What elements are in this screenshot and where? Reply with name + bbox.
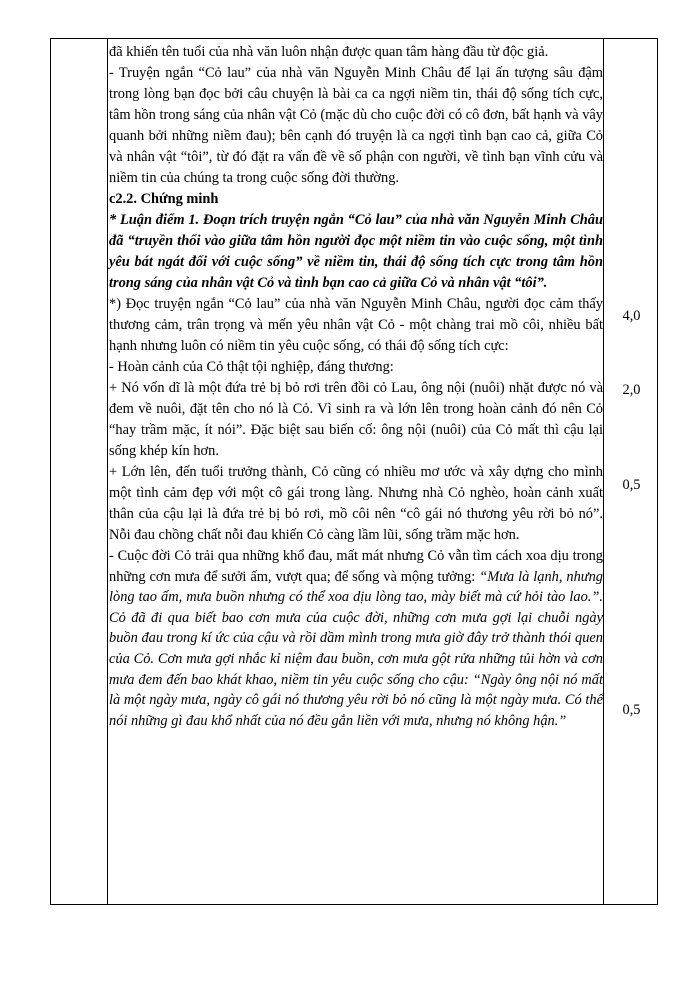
score-childhood: 0,5 bbox=[622, 477, 641, 493]
rain-text: - Cuộc đời Cỏ trải qua những khổ đau, mất mát nhưng Cỏ vẫn tìm cách xoa dịu trong những cơn mưa để sưởi ấm, vượt qua; để sống và mộng tưởng: bbox=[109, 548, 603, 585]
answer-content bbox=[109, 42, 603, 731]
thesis-statement: * Luận điểm 1. Đoạn trích truyện ngắn “Cỏ lau” của nhà văn Nguyễn Minh Châu đã “truyền thổi vào giữa tâm hồn người đọc một niềm tin vào cuộc sống, một tình yêu bát ngát đối với cuộc sống” về niềm tin, thái độ sống tích cực trong tâm hồn trong sáng của nhân vật Cỏ và tình bạn cao cả giữa Cỏ và nhân vật “tôi”. bbox=[109, 212, 603, 291]
score-rain: 0,5 bbox=[622, 702, 641, 718]
paragraph-reading: *) Đọc truyện ngắn “Cỏ lau” của nhà văn Nguyễn Minh Châu, người đọc cảm thấy thương cảm, trân trọng và mến yêu nhân vật Cỏ - một chàng trai mồ côi, nhiều bất hạnh nhưng luôn có niềm tin yêu cuộc sống, có thái độ sống tích cực: bbox=[109, 296, 603, 354]
column-divider-left bbox=[107, 39, 108, 904]
paragraph-story-summary: - Truyện ngắn “Cỏ lau” của nhà văn Nguyễn Minh Châu để lại ấn tượng sâu đậm trong lòng bạn đọc bởi câu chuyện là bài ca ca ngợi niềm tin, thái độ sống tích cực, tâm hồn trong sáng của nhân vật Cỏ (mặc dù cho cuộc đời có cô đơn, bất hạnh và vây quanh bởi những niềm đau); bên cạnh đó truyện là ca ngợi tình bạn cao cả, giữa Cỏ và nhân vật “tôi”, từ đó đặt ra vấn đề về số phận con người, về tình bạn vĩnh cửu và niềm tin của chúng ta trong cuộc sống đời thường. bbox=[109, 65, 603, 186]
paragraph-adulthood: + Lớn lên, đến tuổi trưởng thành, Cỏ cũng có nhiều mơ ước và xây dựng cho mình một tình cảm đẹp với một cô gái trong làng. Nhưng nhà Cỏ nghèo, hoàn cảnh xuất thân của cậu lại là đứa trẻ bị bỏ rơi, mồ côi nên “cô gái nó thương yêu rời bỏ nó”. Nỗi đau chồng chất nỗi đau khiến Cỏ càng lầm lũi, sống trầm mặc hơn. bbox=[109, 464, 603, 543]
paragraph-rain bbox=[109, 546, 603, 731]
answer-table bbox=[50, 38, 658, 905]
paragraph-childhood: + Nó vốn dĩ là một đứa trẻ bị bỏ rơi trên đồi cỏ Lau, ông nội (nuôi) nhặt được nó và đem về nuôi, đặt tên cho nó là Cỏ. Vì sinh ra và lớn lên trong hoàn cảnh đó nên Cỏ “hay trầm mặc, ít nói”. Đặc biệt sau biến cố: ông nội (nuôi) của Cỏ mất thì cậu lại sống khép kín hơn. bbox=[109, 380, 603, 459]
rain-quote: “Mưa là lạnh, nhưng lòng tao ấm, mưa buồn nhưng có thể xoa dịu lòng tao, mày biết mà cứ hỏi tào lao.”. Cỏ đã đi qua biết bao cơn mưa của cuộc đời, những cơn mưa gợi lại chuỗi ngày buồn đau trong kí ức của cậu và rồi dầm mình trong mưa giờ đây trở thành thói quen của Cỏ. Cơn mưa gợi nhắc kỉ niệm đau buồn, cơn mưa gột rửa những tủi hờn và cơn mưa đem đến bao khát khao, niềm tin yêu cuộc sống cho cậu: “Ngày ông nội nó mất là một ngày mưa, ngày cô gái nó thương yêu rời bỏ nó cũng là một ngày mưa. Có thể nói những gì đau khổ nhất của nó đều gắn liền với mưa, nhưng nó không hận.” bbox=[109, 568, 604, 729]
paragraph-circumstance: - Hoàn cảnh của Cỏ thật tội nghiệp, đáng thương: bbox=[109, 359, 394, 375]
section-heading: c2.2. Chứng minh bbox=[109, 191, 219, 207]
score-thesis: 4,0 bbox=[622, 308, 641, 324]
score-reading: 2,0 bbox=[622, 382, 641, 398]
paragraph-intro: đã khiến tên tuổi của nhà văn luôn nhận được quan tâm hàng đầu từ độc giả. bbox=[109, 44, 549, 60]
column-divider-right bbox=[603, 39, 604, 904]
